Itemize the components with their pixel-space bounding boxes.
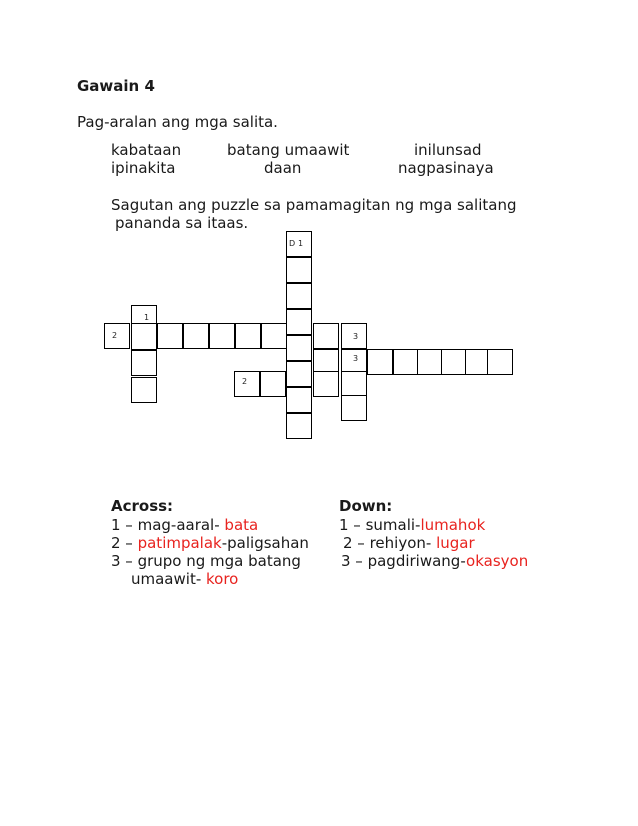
- crossword-cell[interactable]: [235, 323, 261, 349]
- down-heading: Down:: [339, 497, 393, 515]
- crossword-cell[interactable]: [260, 371, 286, 397]
- clue-answer: patimpalak: [137, 534, 222, 552]
- crossword-cell[interactable]: [341, 371, 367, 397]
- across-heading: Across:: [111, 497, 174, 515]
- grid-number-across-2: 2: [112, 331, 118, 340]
- down-clue-2: [343, 534, 475, 552]
- worksheet-title: Gawain 4: [77, 77, 155, 95]
- word-bank-item: ipinakita: [111, 159, 176, 177]
- crossword-cell[interactable]: [209, 323, 235, 349]
- down-clue-1: [339, 516, 485, 534]
- clue-text: 3 – grupo ng mga batang: [111, 552, 301, 570]
- crossword-cell[interactable]: [313, 371, 339, 397]
- grid-number-across-3: 3: [353, 354, 359, 363]
- across-clue-2: [111, 534, 309, 552]
- instruction-study-words: Pag-aralan ang mga salita.: [77, 113, 278, 131]
- crossword-cell[interactable]: [417, 349, 443, 375]
- clue-answer: okasyon: [466, 552, 529, 570]
- crossword-cell[interactable]: [286, 387, 312, 413]
- crossword-cell[interactable]: [286, 309, 312, 335]
- crossword-cell[interactable]: [313, 323, 339, 349]
- clue-text: 1 – mag-aaral-: [111, 516, 225, 534]
- crossword-cell[interactable]: [286, 283, 312, 309]
- grid-number-down-1: 1: [298, 239, 304, 248]
- clue-text: 3 – pagdiriwang-: [341, 552, 467, 570]
- crossword-cell[interactable]: [286, 413, 312, 439]
- instruction-answer-puzzle: Sagutan ang puzzle sa pamamagitan ng mga salitang: [111, 196, 517, 214]
- crossword-cell[interactable]: [341, 395, 367, 421]
- instruction-answer-puzzle-cont: pananda sa itaas.: [115, 214, 249, 232]
- grid-number-across-1: 1: [144, 313, 150, 322]
- word-bank-item: nagpasinaya: [398, 159, 494, 177]
- grid-number-down-3: 3: [353, 332, 359, 341]
- grid-label-d: D: [289, 239, 296, 248]
- crossword-cell[interactable]: [367, 349, 393, 375]
- crossword-cell[interactable]: [131, 323, 157, 350]
- word-bank-item: kabataan: [111, 141, 182, 159]
- crossword-cell[interactable]: [131, 377, 157, 403]
- clue-text: 2 –: [111, 534, 138, 552]
- crossword-cell[interactable]: [441, 349, 467, 375]
- across-clue-3-cont: [131, 570, 238, 588]
- clue-answer: bata: [224, 516, 259, 534]
- grid-number-down-2: 2: [242, 377, 248, 386]
- word-bank-item: batang umaawit: [227, 141, 350, 159]
- clue-text: umaawit-: [131, 570, 206, 588]
- clue-text: 2 – rehiyon-: [343, 534, 437, 552]
- clue-text: -paligsahan: [221, 534, 309, 552]
- clue-answer: koro: [206, 570, 239, 588]
- across-clue-3: [111, 552, 301, 570]
- word-bank-item: daan: [264, 159, 302, 177]
- down-clue-3: [341, 552, 528, 570]
- clue-answer: lumahok: [420, 516, 486, 534]
- crossword-cell[interactable]: [183, 323, 209, 349]
- crossword-cell[interactable]: [131, 350, 157, 376]
- crossword-cell[interactable]: [157, 323, 183, 349]
- clue-text: 1 – sumali-: [339, 516, 421, 534]
- across-clue-1: [111, 516, 258, 534]
- crossword-cell[interactable]: [487, 349, 513, 375]
- word-bank-item: inilunsad: [414, 141, 482, 159]
- crossword-cell[interactable]: [286, 335, 312, 361]
- crossword-cell[interactable]: [286, 361, 312, 387]
- crossword-cell[interactable]: [393, 349, 419, 375]
- crossword-cell[interactable]: [286, 257, 312, 283]
- clue-answer: lugar: [436, 534, 475, 552]
- crossword-cell[interactable]: [261, 323, 287, 349]
